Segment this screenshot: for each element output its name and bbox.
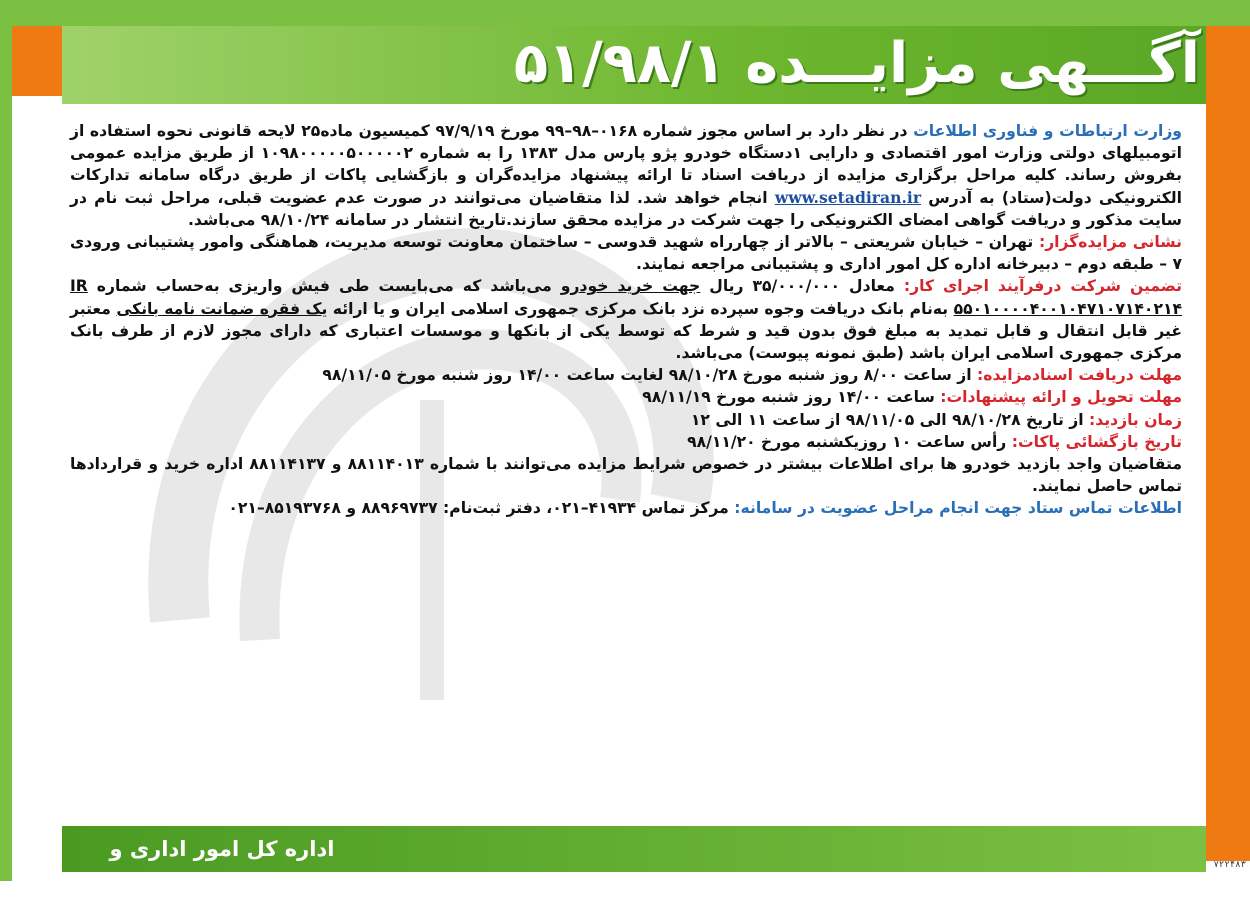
intro-text-2: انجام خواهد شد. لذا متقاضیان می‌توانند در صورت عدم عضویت قبلی، مراحل ثبت نام در سایت مذکور و دریافت گواهی امضای الکترونیکی را جهت شرکت در مزایده محقق سازند.تاریخ انتشار در سامانه ۹۸/۱۰/۲۴ می‌باشد. (70, 188, 1182, 229)
visit-time-label: زمان بازدید: (1088, 410, 1182, 429)
intro-text-1: در نظر دارد بر اساس مجوز شماره ۰۱۶۸–۹۸–۹۹ مورخ ۹۷/۹/۱۹ کمیسیون ماده۲۵ لایحه قانونی نحوه استفاده از اتومبیلهای دولتی وزارت امور اقتصادی و دارایی ۱دستگاه خودرو پژو پارس مدل ۱۳۸۳ را به شماره ۱۰۹۸۰۰۰۰۰۵۰۰۰۰۰۲ از طریق مزایده عمومی بفروش رساند. کلیه مراحل برگزاری مزایده از دریافت اسناد تا ارائه پیشنهاد مزایده‌گران و بازگشایی پاکات از طریق درگاه سامانه تدارکات الکترونیکی دولت(ستاد) به آدرس (70, 122, 1182, 207)
opening-date-paragraph (70, 431, 1182, 453)
address-text: تهران – خیابان شریعتی – بالاتر از چهارراه شهید قدوسی – ساختمان معاونت توسعه مدیریت، هماهنگی وامور پشتیبانی ورودی ۷ – طبقه دوم – دبیرخانه اداره کل امور اداری و پشتیبانی مراجعه نمایند. (70, 233, 1182, 274)
ministry-name: وزارت ارتباطات و فناوری اطلاعات (913, 122, 1182, 140)
bids-deadline-label: مهلت تحویل و ارائه پیشنهادات: (940, 388, 1182, 407)
right-orange-border (1206, 26, 1250, 861)
info-paragraph: متقاضیان واجد بازدید خودرو ها برای اطلاعات بیشتر در خصوص شرایط مزایده می‌توانند با شماره ۸۸۱۱۴۰۱۳ و ۸۸۱۱۴۱۳۷ اداره خرید و قراردادها تماس حاصل نمایند. (70, 455, 1182, 496)
setad-website-link[interactable]: www.setadiran.ir (774, 187, 922, 207)
opening-date-label: تاریخ بازگشائی پاکات: (1011, 432, 1182, 451)
account-number: IR ۵۵۰۱۰۰۰۰۴۰۰۱۰۴۷۱۰۷۱۴۰۲۱۴ (70, 277, 1183, 318)
bids-deadline-paragraph (70, 386, 1182, 408)
guarantee-purpose: جهت خرید خودرو (560, 277, 701, 296)
bids-deadline-text: ساعت ۱۴/۰۰ روز شنبه مورخ ۹۸/۱۱/۱۹ (642, 388, 941, 407)
left-green-border (0, 0, 12, 881)
address-label: نشانی مزایده‌گزار: (1038, 233, 1182, 252)
intro-paragraph (70, 120, 1182, 231)
guarantee-label: تضمین شرکت درفرآیند اجرای کار: (903, 277, 1183, 296)
bank-guarantee-text: یک فقره ضمانت نامه بانکی (116, 299, 328, 318)
ad-code: ۷۲۲۴۸۳ (1213, 860, 1246, 870)
top-green-border (0, 0, 1250, 26)
docs-deadline-label: مهلت دریافت اسنادمزایده: (977, 366, 1182, 385)
announcement-body (70, 120, 1182, 810)
opening-date-text: رأس ساعت ۱۰ روزیکشنبه مورخ ۹۸/۱۱/۲۰ (687, 432, 1012, 451)
corner-orange-block (12, 26, 62, 96)
contact-text: مرکز تماس ۴۱۹۳۴–۰۲۱، دفتر ثبت‌نام: ۸۸۹۶۹۷۳۷ و ۸۵۱۹۳۷۶۸–۰۲۱ (228, 499, 735, 518)
docs-deadline-text: از ساعت ۸/۰۰ روز شنبه مورخ ۹۸/۱۰/۲۸ لغایت ساعت ۱۴/۰۰ روز شنبه مورخ ۹۸/۱۱/۰۵ (322, 366, 977, 385)
guarantee-text-3: به‌نام بانک دریافت وجوه سپرده نزد بانک مرکزی جمهوری اسلامی ایران و یا ارائه (327, 299, 954, 318)
page-title: آگـــهی مزایـــده ۵۱/۹۸/۱ (513, 31, 1200, 96)
address-paragraph (70, 231, 1182, 275)
contact-label: اطلاعات تماس ستاد جهت انجام مراحل عضویت در سامانه: (734, 499, 1182, 518)
guarantee-paragraph (70, 275, 1182, 364)
footer-department: اداره کل امور اداری و پشتیبانی (109, 837, 335, 907)
contact-paragraph (70, 497, 1182, 519)
guarantee-text-1: معادل ۳۵/۰۰۰/۰۰۰ ریال (700, 277, 904, 296)
guarantee-text-2: می‌باشد که می‌بایست طی فیش واریزی به‌حساب شماره (87, 277, 561, 296)
guarantee-text-4: معتبر غیر قابل انتقال و قابل تمدید به مبلغ فوق بدون قید و شرط که توسط یکی از بانکها و موسسات اعتباری که دارای مجوز لازم از طرف بانک مرکزی جمهوری اسلامی ایران باشد (طبق نمونه پیوست) می‌باشد. (70, 299, 1182, 363)
docs-deadline-paragraph (70, 364, 1182, 386)
visit-time-text: از تاریخ ۹۸/۱۰/۲۸ الی ۹۸/۱۱/۰۵ از ساعت ۱۱ الی ۱۲ (690, 410, 1089, 429)
visit-time-paragraph (70, 409, 1182, 431)
